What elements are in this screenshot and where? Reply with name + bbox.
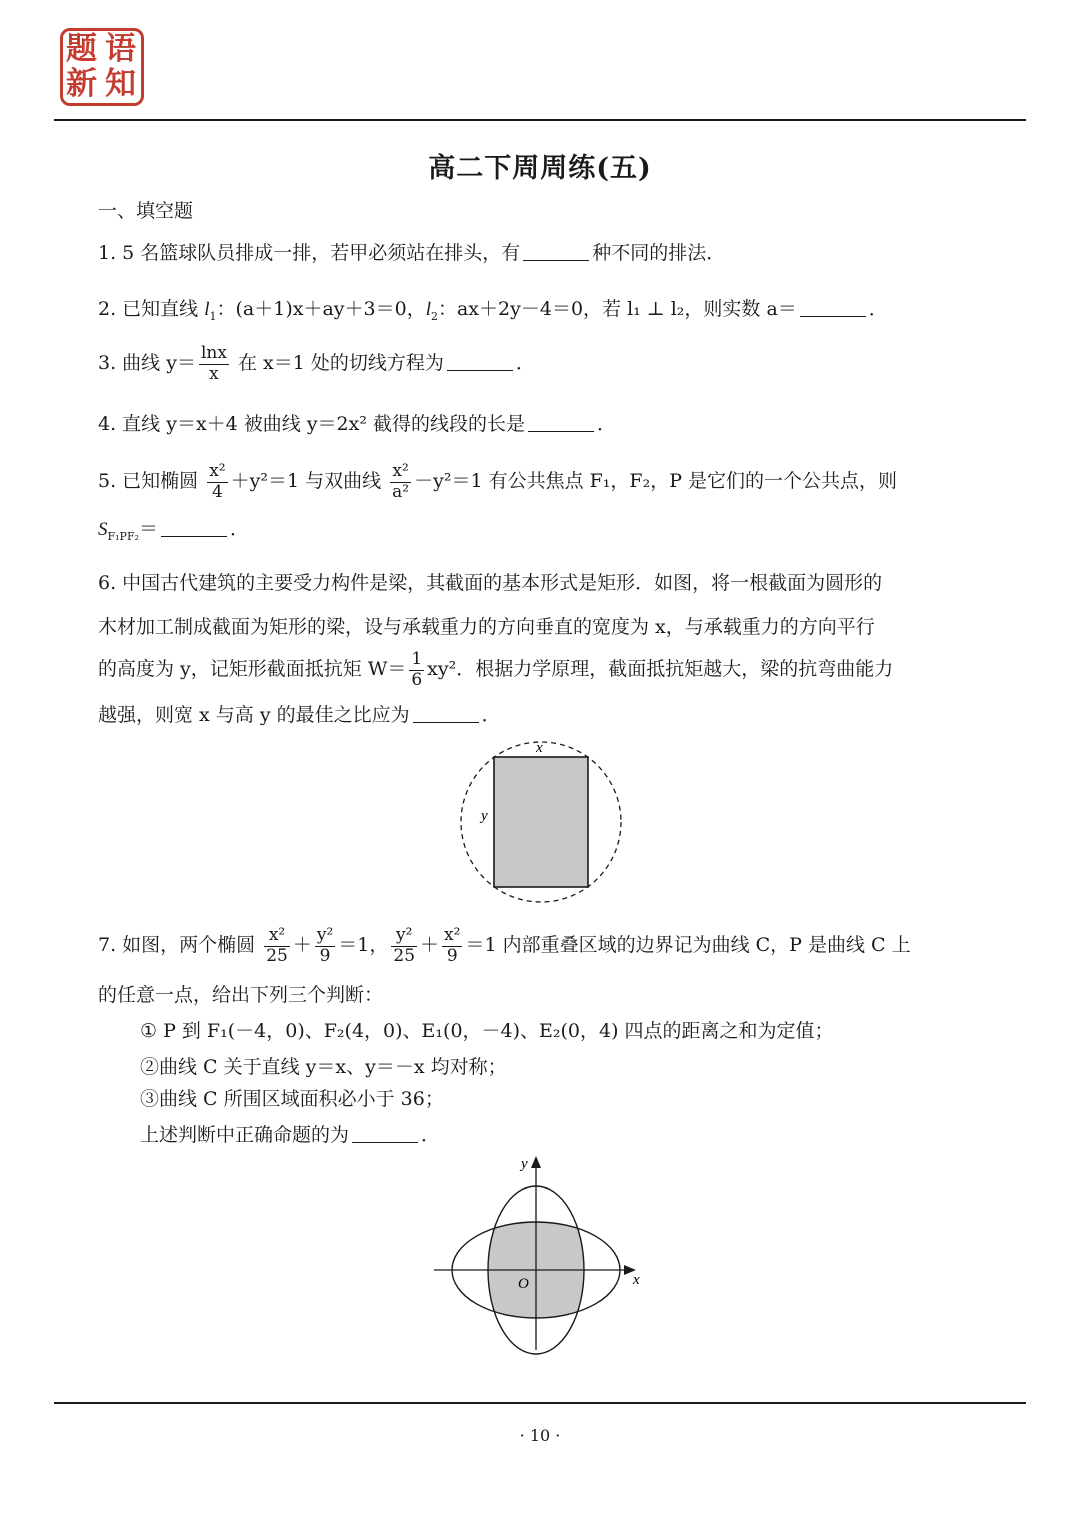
fraction: $\frac{\text{x²}}{\text{a²}}$ — [392, 461, 410, 502]
judgement-2: ②曲线 C 关于直线 y＝x、y＝－x 均对称； — [140, 1056, 507, 1078]
answer-blank[interactable] — [161, 536, 227, 537]
answer-blank[interactable] — [523, 260, 589, 261]
answer-blank[interactable] — [447, 370, 513, 371]
fraction: $\frac{\text{x²}}{4}$ — [209, 461, 226, 502]
label-y: y — [481, 808, 488, 824]
seal-char: 语 — [105, 31, 136, 67]
section-heading: 一、填空题 — [98, 200, 194, 222]
origin-label: O — [518, 1276, 529, 1292]
question-7: 7. 如图，两个椭圆 $\frac{\text{x²}}{25}$ ＋ $\frac{\text{y²}}{9}$ ＝1， $\frac{\text{y²}}{25}$ ＋ $\frac{\text{x²}}{9}$ ＝1 内部重叠区域的边界记为曲线 C，P 是曲线 C 上 — [98, 925, 911, 966]
question-7-prompt: 上述判断中正确命题的为 ． — [140, 1124, 441, 1146]
seal-char: 新 — [66, 66, 97, 102]
seal-char: 题 — [66, 31, 97, 67]
answer-blank[interactable] — [413, 722, 479, 723]
header-rule — [54, 119, 1026, 121]
question-2: 2. 已知直线 $l_1$：(a＋1)x＋ay＋3＝0，$l_2$：ax＋2y－4＝0，若 l₁ ⊥ l₂，则实数 a＝ ． — [98, 298, 888, 323]
question-4: 4. 直线 y＝x＋4 被曲线 y＝2x² 截得的线段的长是 ． — [98, 413, 617, 435]
page-title: 高二下周周练(五) — [428, 153, 652, 184]
question-3: 3. 曲线 y＝ $\frac{\ln x}{x}$ 在 x＝1 处的切线方程为 ． — [98, 343, 535, 384]
seal-char: 知 — [105, 66, 136, 102]
question-7-line2: 的任意一点，给出下列三个判断： — [98, 984, 384, 1006]
question-6-line1: 6. 中国古代建筑的主要受力构件是梁，其截面的基本形式是矩形．如图，将一根截面为圆形的 — [98, 572, 883, 594]
answer-blank[interactable] — [352, 1142, 418, 1143]
fraction: $\frac{\text{x²}}{25}$ — [266, 925, 288, 966]
fraction: $\frac{\text{x²}}{9}$ — [444, 925, 461, 966]
page-number: · 10 · — [519, 1426, 561, 1445]
seal-logo — [60, 28, 144, 106]
footer-rule — [54, 1402, 1026, 1404]
answer-blank[interactable] — [528, 431, 594, 432]
ellipses-figure — [430, 1150, 650, 1360]
answer-blank[interactable] — [800, 316, 866, 317]
question-6-line4: 越强，则宽 x 与高 y 的最佳之比应为 ． — [98, 704, 501, 726]
question-6-line2: 木材加工制成截面为矩形的梁，设与承载重力的方向垂直的宽度为 x，与承载重力的方向平行 — [98, 616, 875, 638]
judgement-3: ③曲线 C 所围区域面积必小于 36； — [140, 1088, 444, 1110]
axis-label-x: x — [633, 1272, 640, 1288]
question-5-cont: $S_{F_1PF_2}=$ ． — [98, 518, 250, 543]
fraction: $\frac{\text{y²}}{9}$ — [316, 925, 334, 966]
fraction: $\frac{\text{y²}}{25}$ — [393, 925, 416, 966]
fraction: $\frac{1}{6}$ — [411, 649, 423, 690]
label-x: x — [536, 740, 543, 756]
fraction: $\frac{\ln x}{x}$ — [200, 343, 227, 384]
judgement-1: ① P 到 F₁(－4，0)、F₂(4，0)、E₁(0，－4)、E₂(0，4) 四点的距离之和为定值； — [140, 1020, 834, 1042]
beam-cross-section-figure — [450, 736, 640, 906]
question-1: 1. 5 名篮球队员排成一排，若甲必须站在排头，有 种不同的排法． — [98, 242, 726, 264]
question-5: 5. 已知椭圆 $\frac{\text{x²}}{4}$ ＋y²＝1 与双曲线 $\frac{\text{x²}}{\text{a²}}$ －y²＝1 有公共焦点 F₁，F₂，P 是它们的一个公共点，则 — [98, 461, 898, 502]
axis-label-y: y — [521, 1156, 528, 1172]
question-6-line3: 的高度为 y，记矩形截面抵抗矩 W＝ $\frac{1}{6}$ xy²．根据力学原理，截面抵抗矩越大，梁的抗弯曲能力 — [98, 649, 894, 690]
